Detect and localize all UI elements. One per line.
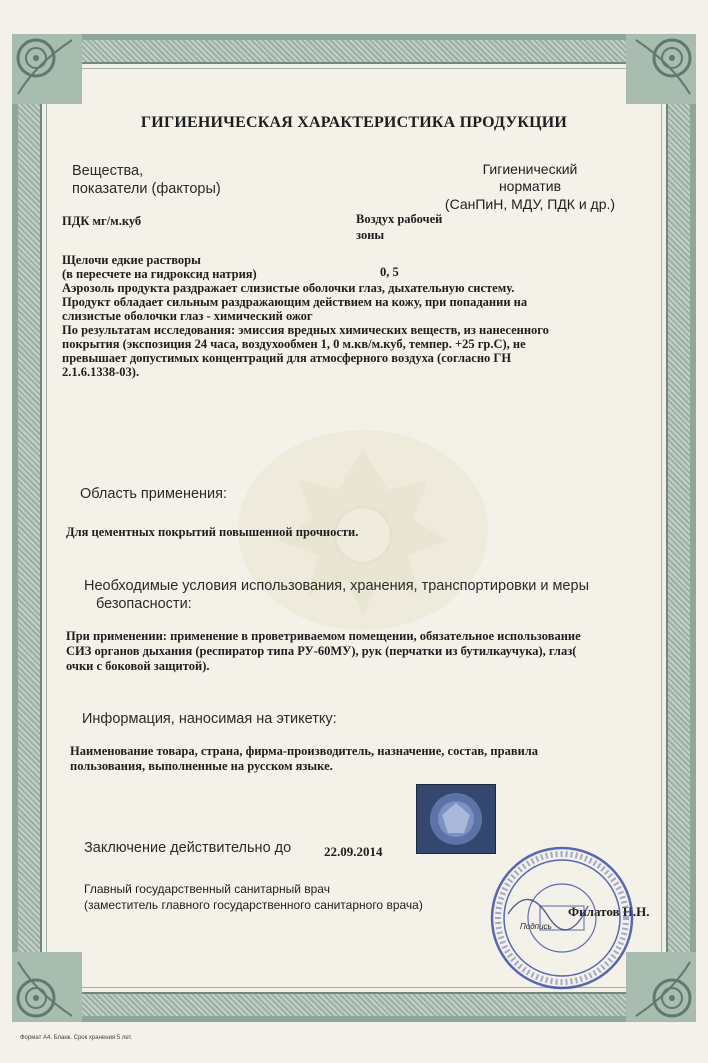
substance-line8: превышает допустимых концентраций для атмосферного воздуха (согласно ГН bbox=[62, 351, 512, 365]
conditions-line1: При применении: применение в проветриваемом помещении, обязательное использование bbox=[66, 629, 581, 643]
substance-line1: Щелочи едкие растворы bbox=[62, 253, 201, 267]
page-title: ГИГИЕНИЧЕСКАЯ ХАРАКТЕРИСТИКА ПРОДУКЦИИ bbox=[140, 114, 568, 131]
label-info-line1: Наименование товара, страна, фирма-производитель, назначение, состав, правила bbox=[70, 744, 539, 758]
pdk-unit-label: ПДК мг/м.куб bbox=[62, 214, 142, 228]
pdk-value: 0, 5 bbox=[380, 265, 399, 279]
validity-label: Заключение действительно до bbox=[84, 840, 292, 856]
substance-line4: Продукт обладает сильным раздражающим действием на кожу, при попадании на bbox=[62, 295, 528, 309]
norm-header-line2: норматив bbox=[498, 178, 562, 194]
norm-header-line3: (СанПиН, МДУ, ПДК и др.) bbox=[444, 196, 616, 212]
substance-line9: 2.1.6.1338-03). bbox=[62, 365, 140, 379]
air-medium-line2: зоны bbox=[356, 228, 385, 242]
air-medium-line1: Воздух рабочей bbox=[356, 212, 443, 226]
substances-header-line2: показатели (факторы) bbox=[72, 181, 221, 197]
application-label: Область применения: bbox=[80, 486, 228, 502]
conditions-label-line1: Необходимые условия использования, хранения, транспортировки и меры bbox=[84, 578, 589, 594]
substance-line7: покрытия (экспозиция 24 часа, воздухообмен 1, 0 м.кв/м.куб, темпер. +25 гр.С), не bbox=[62, 337, 526, 351]
label-info-line2: пользования, выполненные на русском языке. bbox=[70, 759, 333, 773]
signatory-title: Главный государственный санитарный врач bbox=[84, 882, 330, 896]
substance-line6: По результатам исследования: эмиссия вредных химических веществ, из нанесенного bbox=[62, 323, 549, 337]
norm-header-line1: Гигиенический bbox=[482, 161, 578, 177]
application-text: Для цементных покрытий повышенной прочности. bbox=[66, 525, 359, 539]
conditions-line2: СИЗ органов дыхания (респиратор типа РУ-60МУ), рук (перчатки из бутилкаучука), глаз( bbox=[66, 644, 577, 658]
substance-line5: слизистые оболочки глаз - химический ожог bbox=[62, 309, 313, 323]
signature-caption: Подпись bbox=[520, 922, 552, 931]
signatory-subtitle: (заместитель главного государственного санитарного врача) bbox=[84, 898, 423, 912]
substances-header-line1: Вещества, bbox=[72, 163, 144, 179]
signatory-name: Филатов Н.Н. bbox=[568, 904, 650, 919]
official-round-stamp bbox=[488, 844, 636, 992]
conditions-label-line2: безопасности: bbox=[96, 596, 192, 612]
substance-line2: (в пересчете на гидроксид натрия) bbox=[62, 267, 257, 281]
label-info-label: Информация, наносимая на этикетку: bbox=[82, 711, 337, 727]
form-footer: Формат А4. Бланк. Срок хранения 5 лет. bbox=[20, 1035, 133, 1041]
validity-date: 22.09.2014 bbox=[324, 844, 383, 859]
conditions-line3: очки с боковой защитой). bbox=[66, 659, 210, 673]
substance-line3: Аэрозоль продукта раздражает слизистые оболочки глаз, дыхательную систему. bbox=[62, 281, 515, 295]
hologram-sticker-icon bbox=[416, 784, 496, 854]
